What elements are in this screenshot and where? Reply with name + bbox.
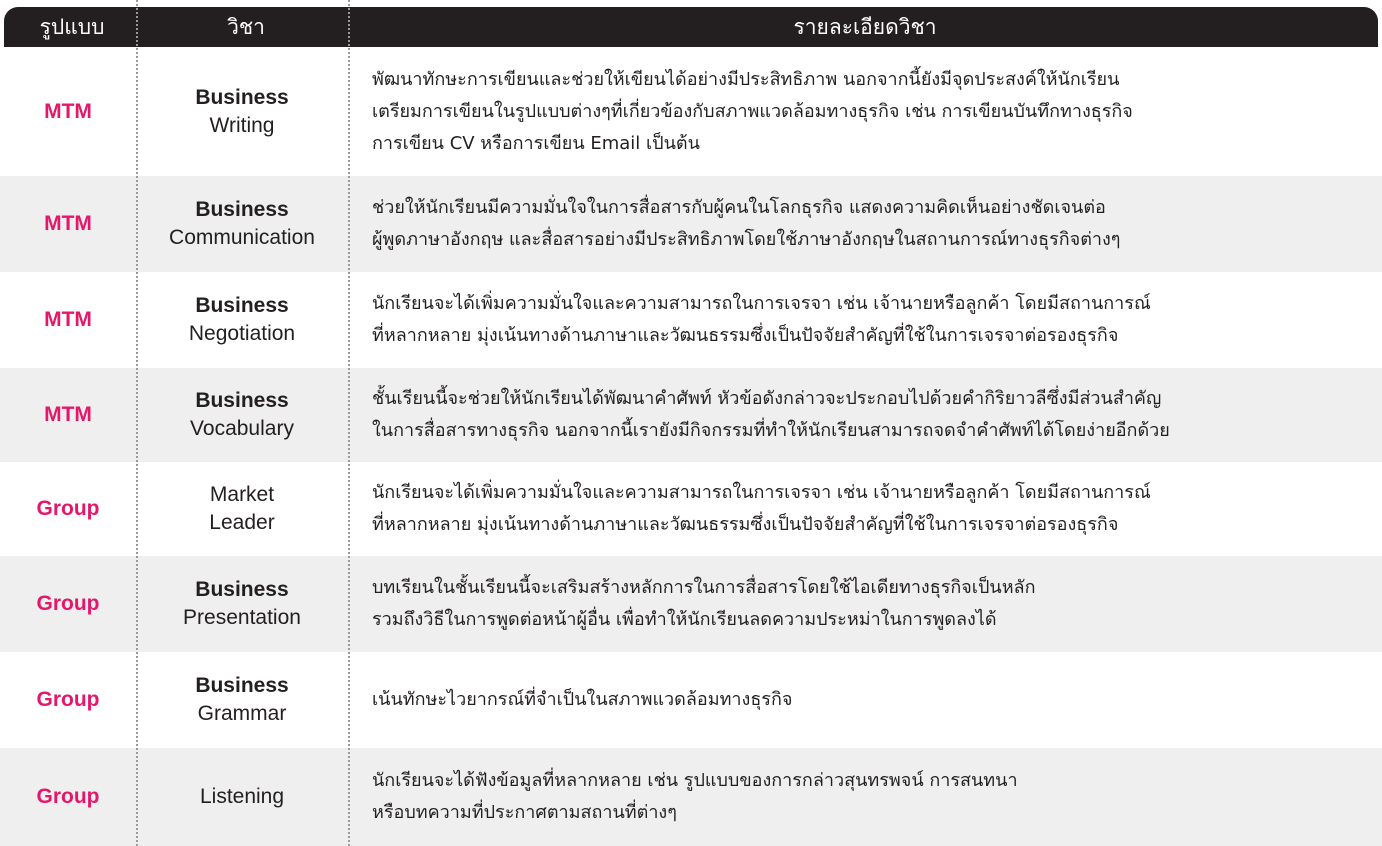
desc-line: การเขียน CV หรือการเขียน Email เป็นต้น — [372, 132, 700, 154]
header-type: รูปแบบ — [39, 14, 105, 39]
table-row — [0, 462, 1382, 556]
course-type: MTM — [44, 212, 92, 235]
table-row — [0, 556, 1382, 652]
desc-line: นักเรียนจะได้เพิ่มความมั่นใจและความสามารถในการเจรจา เช่น เจ้านายหรือลูกค้า โดยมีสถานการณ์ — [372, 293, 1151, 314]
desc-line: บทเรียนในชั้นเรียนนี้จะเสริมสร้างหลักการในการสื่อสารโดยใช้ไอเดียทางธุรกิจเป็นหลัก — [372, 577, 1036, 598]
table-row — [0, 176, 1382, 272]
desc-line: นักเรียนจะได้เพิ่มความมั่นใจและความสามารถในการเจรจา เช่น เจ้านายหรือลูกค้า โดยมีสถานการณ์ — [372, 482, 1151, 503]
subject-line1: Market — [209, 483, 275, 506]
course-type: Group — [36, 688, 100, 711]
desc-line: ผู้พูดภาษาอังกฤษ และสื่อสารอย่างมีประสิทธิภาพโดยใช้ภาษาอังกฤษในสถานการณ์ทางธุรกิจต่างๆ — [372, 229, 1121, 250]
course-type: MTM — [44, 99, 92, 123]
subject-line2: Writing — [209, 113, 275, 137]
desc-line: ที่หลากหลาย มุ่งเน้นทางด้านภาษาและวัฒนธรรมซึ่งเป็นปัจจัยสำคัญที่ใช้ในการเจรจาต่อรองธุรกิจ — [372, 325, 1119, 346]
column-divider — [348, 0, 350, 846]
course-subject — [136, 47, 348, 176]
desc-line: นักเรียนจะได้ฟังข้อมูลที่หลากหลาย เช่น รูปแบบของการกล่าวสุนทรพจน์ การสนทนา — [372, 770, 1018, 791]
subject-line1: Business — [195, 674, 289, 697]
subject-line1: Listening — [199, 785, 285, 808]
desc-line: หรือบทความที่ประกาศตามสถานที่ต่างๆ — [372, 802, 677, 823]
subject-line1: Business — [195, 578, 289, 601]
desc-line: ชั้นเรียนนี้จะช่วยให้นักเรียนได้พัฒนาคำศัพท์ หัวข้อดังกล่าวจะประกอบไปด้วยคำกิริยาวลีซึ่งมีส่วนสำคัญ — [372, 388, 1162, 409]
header-subject: วิชา — [227, 14, 265, 39]
course-type: Group — [36, 592, 100, 615]
subject-line1: Business — [195, 389, 289, 412]
course-description — [372, 748, 1372, 846]
desc-line: พัฒนาทักษะการเขียนและช่วยให้เขียนได้อย่างมีประสิทธิภาพ นอกจากนี้ยังมีจุดประสงค์ให้นักเรียน — [372, 68, 1120, 90]
course-description — [372, 462, 1372, 556]
course-subject — [136, 462, 348, 556]
table-row — [0, 652, 1382, 748]
desc-line: ช่วยให้นักเรียนมีความมั่นใจในการสื่อสารกับผู้คนในโลกธุรกิจ แสดงความคิดเห็นอย่างชัดเจนต่อ — [372, 197, 1106, 218]
header-details: รายละเอียดวิชา — [793, 14, 937, 39]
subject-line2: Presentation — [183, 606, 301, 629]
desc-line: ที่หลากหลาย มุ่งเน้นทางด้านภาษาและวัฒนธรรมซึ่งเป็นปัจจัยสำคัญที่ใช้ในการเจรจาต่อรองธุรกิจ — [372, 514, 1119, 535]
desc-line: ในการสื่อสารทางธุรกิจ นอกจากนี้เรายังมีกิจกรรมที่ทำให้นักเรียนสามารถจดจำคำศัพท์ได้โดยง่ายอีกด้วย — [372, 420, 1170, 441]
subject-line2: Vocabulary — [190, 417, 294, 440]
course-subject — [136, 272, 348, 368]
desc-line: รวมถึงวิธีในการพูดต่อหน้าผู้อื่น เพื่อทำให้นักเรียนลดความประหม่าในการพูดลงได้ — [372, 609, 997, 630]
subject-line1: Business — [195, 85, 289, 109]
course-type: MTM — [44, 403, 92, 426]
course-description — [372, 176, 1372, 272]
course-description — [372, 272, 1372, 368]
course-type: Group — [36, 785, 100, 808]
course-type: Group — [36, 497, 100, 520]
table-row — [0, 748, 1382, 846]
subject-line2: Negotiation — [188, 322, 296, 345]
desc-line: เน้นทักษะไวยากรณ์ที่จำเป็นในสภาพแวดล้อมทางธุรกิจ — [372, 689, 793, 710]
subject-line2: Communication — [169, 226, 315, 249]
course-subject — [136, 556, 348, 652]
subject-line1: Business — [195, 294, 289, 317]
subject-line2: Leader — [209, 511, 275, 534]
desc-line: เตรียมการเขียนในรูปแบบต่างๆที่เกี่ยวข้องกับสภาพแวดล้อมทางธุรกิจ เช่น การเขียนบันทึกทางธุรกิจ — [372, 100, 1133, 122]
table-row — [0, 368, 1382, 462]
column-divider — [136, 0, 138, 846]
course-description — [372, 47, 1372, 176]
table-header — [4, 7, 1378, 47]
course-type: MTM — [44, 308, 92, 331]
table-row — [0, 47, 1382, 176]
course-description — [372, 652, 1372, 748]
subject-line1: Business — [195, 198, 289, 221]
course-description — [372, 556, 1372, 652]
course-subject — [136, 176, 348, 272]
table-row — [0, 272, 1382, 368]
course-description — [372, 368, 1372, 462]
subject-line2: Grammar — [197, 702, 287, 725]
course-subject — [136, 652, 348, 748]
course-subject — [136, 748, 348, 846]
course-subject — [136, 368, 348, 462]
